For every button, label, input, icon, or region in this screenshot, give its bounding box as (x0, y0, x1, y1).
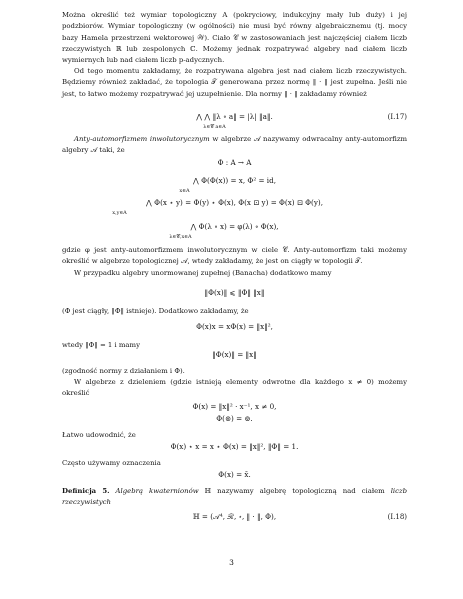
equation-phi-zero: Φ(⊚) = ⊚. (216, 414, 253, 423)
equation-norm-homogeneity-subscript: λ∈𝒞 a∈A (203, 124, 226, 130)
equation-phi-anti-multiplicative-subscript: x,y∈A (112, 210, 127, 216)
paragraph-anti-automorphism-text: w algebrze 𝒜 nazywamy odwracalny anty-automorfizm algebry 𝒜 taki, że (62, 135, 407, 155)
paragraph-phi-continuity: gdzie φ jest anty-automorfizmem inwolutorycznym w ciele 𝒞. Anty-automorfizm taki możemy określić w algebrze topologicznej 𝒜, wtedy zakładamy, że jest on ciągły w topologii 𝒯. (62, 246, 407, 266)
definition-label: Definicja 5. (62, 487, 110, 495)
equation-phi-map: Φ : A → A (217, 158, 252, 167)
equation-phi-involution: ⋀ Φ(Φ(x)) = x, Φ² = id, (192, 176, 276, 185)
equation-phi-isometry: ‖Φ(x)‖ = ‖x‖ (212, 350, 257, 359)
paragraph-banach-case: W przypadku algebry unormowanej zupełnej (Banacha) dodatkowo mamy (74, 269, 332, 277)
equation-phi-involution-subscript: x∈A (179, 188, 190, 194)
paragraph-topological-dimension: Można określić też wymiar topologiczny A (pokryciowy, indukcyjny mały lub duży) i jej podzbiorów. Wymiar topologiczny (w ogólności) nie musi być równy algebraicznemu (tj. mocy bazy Hamela przestrzeni wektorowej 𝒲). Ciało 𝒞 w zastosowaniach jest najczęściej ciałem liczb rzeczywistych ℝ lub zespolonych ℂ. Możemy jednak rozpatrywać algebry nad ciałem liczb wymiernych lub nad ciałem liczb p-adycznych. (62, 11, 407, 65)
equation-norm-homogeneity: ⋀ ⋀ ‖λ ∘ a‖ = |λ| ‖a‖. (196, 112, 273, 121)
equation-conjugate-notation: Φ(x) = x̄. (218, 470, 251, 479)
paragraph-anti-automorphism (62, 134, 407, 157)
page-number: 3 (229, 558, 234, 567)
equation-phi-anti-multiplicative: ⋀ Φ(x ⋆ y) = Φ(y) ⋆ Φ(x), Φ(x ⊡ y) = Φ(x) ⊡ Φ(y), (146, 198, 323, 207)
equation-phi-inverse: Φ(x) = ‖x‖² · x⁻¹, x ≠ 0, (192, 402, 277, 411)
equation-quaternion-algebra: ℍ = (𝒜⁴, ℛ, ⋆, ‖ · ‖, Φ), (192, 512, 277, 521)
equation-phi-product-norm: Φ(x) ⋆ x = x ⋆ Φ(x) = ‖x‖², ‖Φ‖ = 1. (170, 442, 299, 451)
equation-phi-norm-square: Φ(x)x = xΦ(x) = ‖x‖², (196, 322, 273, 331)
paragraph-phi-continuous: (Φ jest ciągły, ‖Φ‖ istnieje). Dodatkowo zakładamy, że (62, 307, 249, 315)
equation-phi-scalar: ⋀ Φ(λ ∘ x) = φ(λ) ∘ Φ(x), (190, 222, 279, 231)
paragraph-phi-norm-one: wtedy ‖Φ‖ = 1 i mamy (62, 341, 140, 349)
definition-5 (62, 486, 407, 509)
paragraph-notation: Często używamy oznaczenia (62, 459, 161, 467)
equation-phi-bounded: ‖Φ(x)‖ ⩽ ‖Φ‖ ‖x‖ (204, 288, 265, 297)
equation-number-i17: (I.17) (387, 113, 407, 121)
definition-text: ℍ nazywamy algebrę topologiczną nad ciałem (198, 487, 391, 495)
equation-number-i18: (I.18) (387, 513, 407, 521)
paragraph-easy-proof: Łatwo udowodnić, że (62, 431, 136, 439)
term-anti-automorphism: Anty-automorfizmem inwolutorycznym (74, 135, 210, 143)
term-quaternion-algebra: Algebrą kwaternionów (109, 487, 199, 495)
equation-phi-scalar-subscript: λ∈𝒞,x∈A (169, 234, 192, 240)
paragraph-norm-compatibility: (zgodność normy z działaniem i Φ). (62, 367, 185, 375)
paragraph-division-algebra: W algebrze z dzieleniem (gdzie istnieją elementy odwrotne dla każdego x ≠ 0) możemy określić (62, 378, 407, 398)
paragraph-real-field-assumption: Od tego momentu zakładamy, że rozpatrywana algebra jest nad ciałem liczb rzeczywistych. Będziemy również zakładać, że topologia 𝒯 generowana przez normę ‖ · ‖ jest zupełna. Jeśli nie jest, to łatwo możemy rozpatrywać jej uzupełnienie. Dla normy ‖ · ‖ zakładamy również (62, 67, 407, 98)
term-real-numbers: liczb rzeczywistych (62, 487, 407, 507)
